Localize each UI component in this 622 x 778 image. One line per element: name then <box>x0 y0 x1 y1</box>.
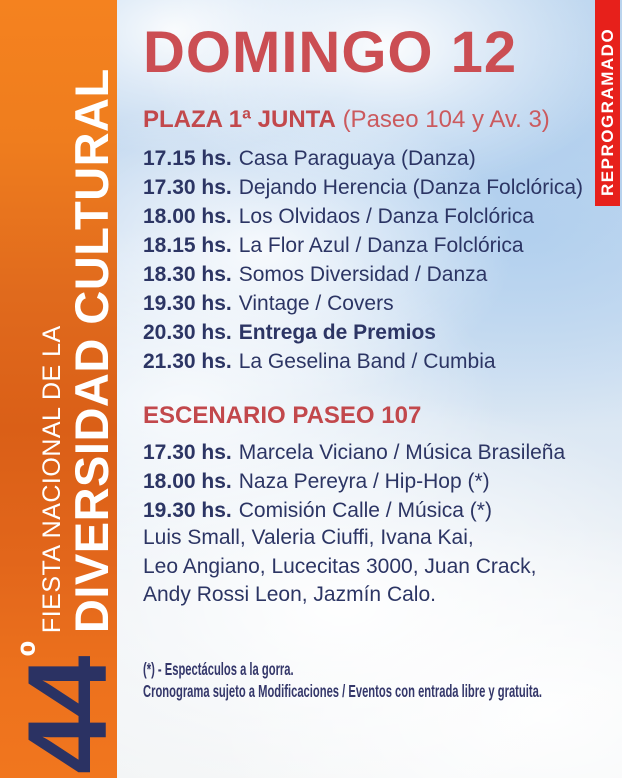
event-title: Vintage / Covers <box>238 292 394 315</box>
section-header-plaza <box>143 105 550 134</box>
edition-ordinal: º <box>12 641 60 657</box>
festival-name <box>0 68 117 633</box>
event-row <box>143 289 583 318</box>
event-title: La Geselina Band / Cumbia <box>238 350 496 373</box>
event-row <box>143 438 565 467</box>
event-time: 20.30 hs. <box>143 321 232 344</box>
event-list-plaza <box>143 144 583 376</box>
event-title: La Flor Azul / Danza Folclórica <box>238 234 524 257</box>
event-time: 18.00 hs. <box>143 205 232 228</box>
event-title: Somos Diversidad / Danza <box>238 263 488 286</box>
event-title: Naza Pereyra / Hip-Hop (*) <box>238 470 490 493</box>
event-title: Comisión Calle / Música (*) <box>238 499 492 522</box>
event-time: 17.15 hs. <box>143 147 232 170</box>
event-time: 18.00 hs. <box>143 470 232 493</box>
event-row <box>143 260 583 289</box>
event-title: Casa Paraguaya (Danza) <box>238 147 476 170</box>
section-header-escenario <box>143 401 421 430</box>
event-row <box>143 318 583 347</box>
footer-note-1: (*) - Espectáculos a la gorra. <box>143 659 294 679</box>
event-row <box>143 144 583 173</box>
event-row <box>143 496 565 525</box>
lineup-line: Andy Rossi Leon, Jazmín Calo. <box>143 583 436 606</box>
event-title: Dejando Herencia (Danza Folclórica) <box>238 176 584 199</box>
event-time: 18.30 hs. <box>143 263 232 286</box>
edition-number <box>5 641 131 774</box>
event-list-escenario <box>143 438 565 525</box>
section-name-plaza: PLAZA 1ª JUNTA <box>143 106 336 133</box>
edition-digits: 44 <box>5 661 131 774</box>
section-location-plaza: (Paseo 104 y Av. 3) <box>342 106 550 133</box>
event-time: 19.30 hs. <box>143 292 232 315</box>
event-row <box>143 173 583 202</box>
section-name-escenario: ESCENARIO PASEO 107 <box>143 402 422 429</box>
lineup <box>143 524 536 610</box>
event-title: Marcela Viciano / Música Brasileña <box>238 441 566 464</box>
event-time: 19.30 hs. <box>143 499 232 522</box>
event-time: 17.30 hs. <box>143 176 232 199</box>
footer-note-2: Cronograma sujeto a Modificaciones / Eventos con entrada libre y gratuita. <box>143 680 542 701</box>
event-title: Entrega de Premios <box>238 321 436 344</box>
event-time: 21.30 hs. <box>143 350 232 373</box>
reprogramado-label: REPROGRAMADO <box>597 27 617 196</box>
lineup-line: Leo Angiano, Lucecitas 3000, Juan Crack, <box>143 554 537 578</box>
event-row <box>143 347 583 376</box>
schedule-content <box>143 0 618 778</box>
footer-notes <box>143 659 591 702</box>
left-banner <box>0 0 131 778</box>
event-row <box>143 231 583 260</box>
festival-name-small: FIESTA NACIONAL DE LA <box>38 325 67 634</box>
event-title: Los Olvidaos / Danza Folclórica <box>238 205 535 228</box>
left-banner-rotated-text <box>0 0 131 778</box>
event-time: 17.30 hs. <box>143 441 232 464</box>
event-row <box>143 202 583 231</box>
event-row <box>143 467 565 496</box>
page-title: DOMINGO 12 <box>143 20 518 85</box>
festival-name-big: DIVERSIDAD CULTURAL <box>65 68 119 634</box>
event-time: 18.15 hs. <box>143 234 232 257</box>
lineup-line: Luis Small, Valeria Ciuffi, Ivana Kai, <box>143 526 474 549</box>
